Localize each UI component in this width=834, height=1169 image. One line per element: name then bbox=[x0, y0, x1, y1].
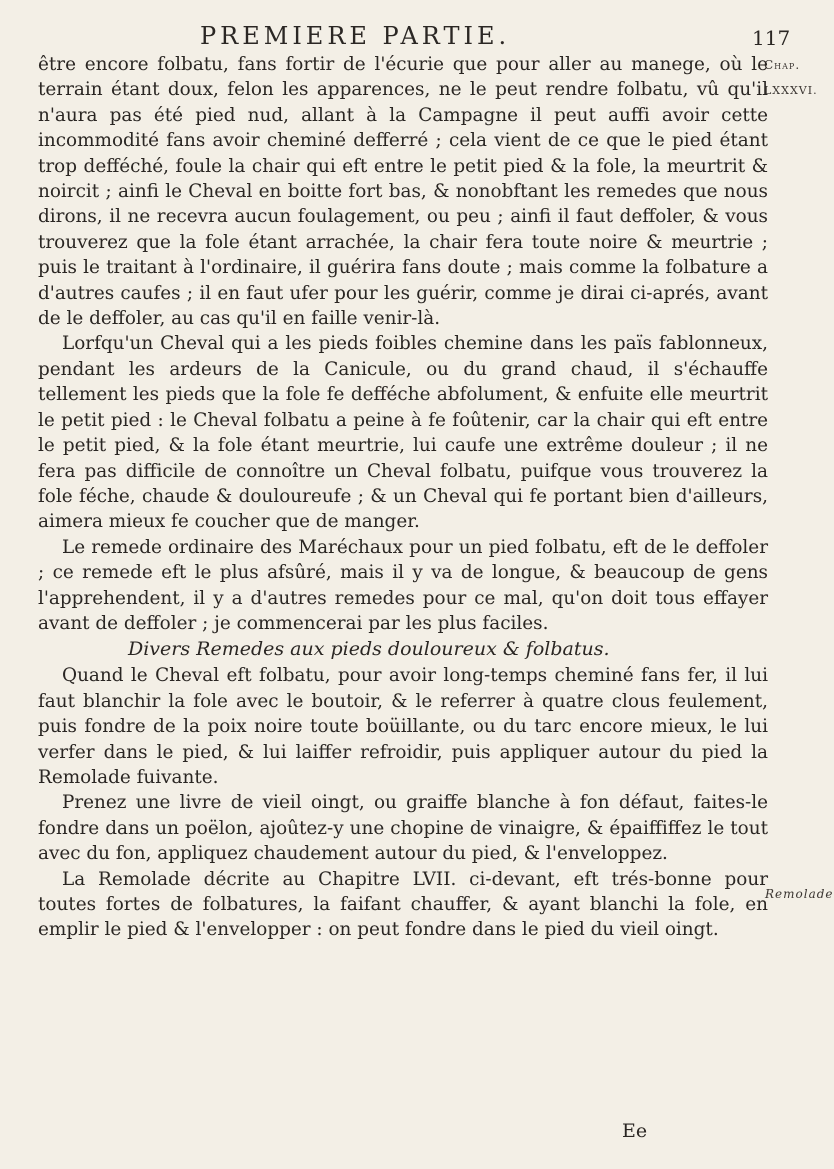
running-head: PREMIERE PARTIE. bbox=[200, 22, 511, 50]
paragraph-1: être encore folbatu, fans fortir de l'écurie que pour aller au manege, où le terrain étant doux, felon les apparences, ne le peut rendre folbatu, vû qu'il n'aura pas été pied nud, allant à la Campagne il peut auffi avoir cette incommodité fans avoir cheminé defferré ; cela vient de ce que le pied étant trop defféché, foule la chair qui eft entre le petit pied & la fole, la meurtrit & noircit ; ainfi le Cheval en boitte fort bas, & nonobftant les remedes que nous dirons, il ne recevra aucun foulagement, ou peu ; ainfi il faut deffoler, & vous trouverez que la fole étant arrachée, la chair fera toute noire & meurtrie ; puis le traitant à l'ordinaire, il guérira fans doute ; mais comme la folbature a d'autres caufes ; il en faut ufer pour les guérir, comme je dirai ci-aprés, avant de le deffoler, au cas qu'il en faille venir-là. bbox=[38, 54, 768, 330]
catchword: Ee bbox=[622, 1120, 648, 1142]
paragraph-3: Le remede ordinaire des Maréchaux pour un pied folbatu, eft de le deffoler ; ce remede eft le plus afsûré, mais il y va de longue, & beaucoup de gens l'apprehendent, il y a d'autres remedes pour ce mal, qu'on doit tous effayer avant de deffoler ; je commencerai par les plus faciles. bbox=[38, 536, 768, 634]
body-text bbox=[38, 52, 768, 943]
paragraph-2: Lorfqu'un Cheval qui a les pieds foibles chemine dans les païs fablonneux, pendant les ardeurs de la Canicule, ou du grand chaud, il s'échauffe tellement les pieds que la fole fe defféche abfolument, & enfuite elle meurtrit le petit pied : le Cheval folbatu a peine à fe foûtenir, car la chair qui eft entre le petit pied, & la fole étant meurtrie, lui caufe une extrême douleur ; il ne fera pas difficile de connoître un Cheval folbatu, puifque vous trouverez la fole féche, chaude & douloureufe ; & un Cheval qui fe portant bien d'ailleurs, aimera mieux fe coucher que de manger. bbox=[38, 333, 768, 533]
margin-note-chapter: Chap. bbox=[764, 58, 801, 72]
page-number: 117 bbox=[752, 26, 791, 50]
paragraph-5: Prenez une livre de vieil oingt, ou graiffe blanche à fon défaut, faites-le fondre dans un poëlon, ajoûtez-y une chopine de vinaigre, & épaiffiffez le tout avec du fon, appliquez chaudement autour du pied, & l'enveloppez. bbox=[38, 792, 768, 865]
section-heading: Divers Remedes aux pieds douloureux & folbatus. bbox=[128, 638, 610, 661]
page-header bbox=[0, 14, 800, 50]
margin-note-chapter-number: LXXXVI. bbox=[764, 84, 818, 97]
paragraph-4: Quand le Cheval eft folbatu, pour avoir long-temps cheminé fans fer, il lui faut blanchir la fole avec le boutoir, & le referrer à quatre clous feulement, puis fondre de la poix noire toute boüillante, ou du tarc encore mieux, le lui verfer dans le pied, & lui laiffer refroidir, puis appliquer autour du pied la Remolade fuivante. bbox=[38, 665, 768, 788]
paragraph-6: La Remolade décrite au Chapitre LVII. ci-devant, eft trés-bonne pour toutes fortes de folbatures, la faifant chauffer, & ayant blanchi la fole, en emplir le pied & l'envelopper : on peut fondre dans le pied du vieil oingt. bbox=[38, 868, 768, 941]
margin-note-remolade: Remolade bbox=[765, 887, 834, 901]
